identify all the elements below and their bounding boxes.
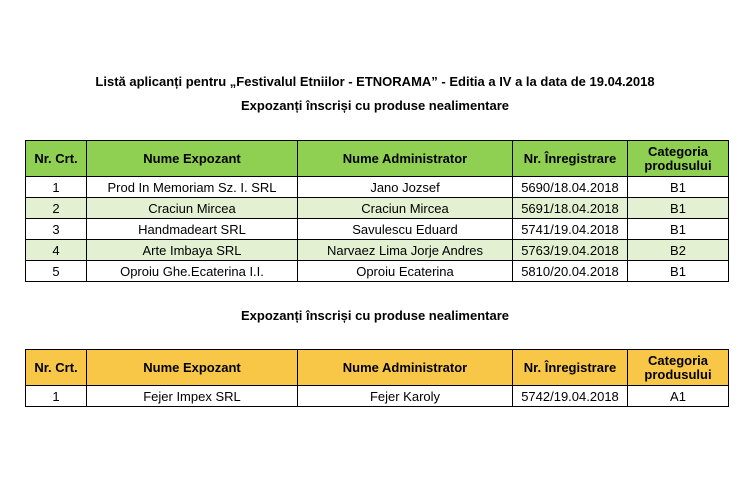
cell-inregistrare: 5742/19.04.2018 bbox=[513, 386, 628, 407]
cell-expozant: Handmadeart SRL bbox=[87, 219, 298, 240]
header-nume-expozant: Nume Expozant bbox=[87, 350, 298, 386]
cell-expozant: Craciun Mircea bbox=[87, 198, 298, 219]
cell-inregistrare: 5810/20.04.2018 bbox=[513, 261, 628, 282]
cell-administrator: Fejer Karoly bbox=[298, 386, 513, 407]
header-nr-inregistrare: Nr. Înregistrare bbox=[513, 141, 628, 177]
header-nr-crt: Nr. Crt. bbox=[26, 350, 87, 386]
header-nume-administrator: Nume Administrator bbox=[298, 141, 513, 177]
header-nr-crt: Nr. Crt. bbox=[26, 141, 87, 177]
cell-nr: 3 bbox=[26, 219, 87, 240]
exhibitors-table-2 bbox=[25, 349, 729, 407]
cell-inregistrare: 5741/19.04.2018 bbox=[513, 219, 628, 240]
table-header-row bbox=[26, 350, 729, 386]
cell-administrator: Narvaez Lima Jorje Andres bbox=[298, 240, 513, 261]
document-title: Listă aplicanți pentru „Festivalul Etniilor - ETNORAMA” - Editia a IV a la data de 19.04.2018 bbox=[95, 74, 655, 89]
cell-expozant: Oproiu Ghe.Ecaterina I.I. bbox=[87, 261, 298, 282]
cell-administrator: Jano Jozsef bbox=[298, 177, 513, 198]
cell-nr: 5 bbox=[26, 261, 87, 282]
header-categoria-produsului: Categoria produsului bbox=[628, 141, 729, 177]
table-row bbox=[26, 219, 729, 240]
header-categoria-produsului: Categoria produsului bbox=[628, 350, 729, 386]
cell-inregistrare: 5763/19.04.2018 bbox=[513, 240, 628, 261]
cell-nr: 1 bbox=[26, 177, 87, 198]
table-row bbox=[26, 198, 729, 219]
cell-categorie: B1 bbox=[628, 219, 729, 240]
cell-categorie: B1 bbox=[628, 261, 729, 282]
cell-categorie: B1 bbox=[628, 177, 729, 198]
cell-administrator: Craciun Mircea bbox=[298, 198, 513, 219]
cell-nr: 4 bbox=[26, 240, 87, 261]
cell-administrator: Savulescu Eduard bbox=[298, 219, 513, 240]
cell-expozant: Fejer Impex SRL bbox=[87, 386, 298, 407]
cell-categorie: B1 bbox=[628, 198, 729, 219]
section-title-1: Expozanți înscriși cu produse nealimentare bbox=[240, 98, 510, 113]
table-row bbox=[26, 240, 729, 261]
cell-categorie: B2 bbox=[628, 240, 729, 261]
cell-administrator: Oproiu Ecaterina bbox=[298, 261, 513, 282]
cell-inregistrare: 5691/18.04.2018 bbox=[513, 198, 628, 219]
exhibitors-table-1 bbox=[25, 140, 729, 282]
table-row bbox=[26, 177, 729, 198]
table-header-row bbox=[26, 141, 729, 177]
header-nume-expozant: Nume Expozant bbox=[87, 141, 298, 177]
cell-nr: 2 bbox=[26, 198, 87, 219]
header-nume-administrator: Nume Administrator bbox=[298, 350, 513, 386]
table-row bbox=[26, 386, 729, 407]
cell-expozant: Prod In Memoriam Sz. I. SRL bbox=[87, 177, 298, 198]
table-row bbox=[26, 261, 729, 282]
cell-expozant: Arte Imbaya SRL bbox=[87, 240, 298, 261]
cell-nr: 1 bbox=[26, 386, 87, 407]
cell-inregistrare: 5690/18.04.2018 bbox=[513, 177, 628, 198]
section-title-2: Expozanți înscriși cu produse nealimentare bbox=[240, 308, 510, 323]
header-nr-inregistrare: Nr. Înregistrare bbox=[513, 350, 628, 386]
cell-categorie: A1 bbox=[628, 386, 729, 407]
